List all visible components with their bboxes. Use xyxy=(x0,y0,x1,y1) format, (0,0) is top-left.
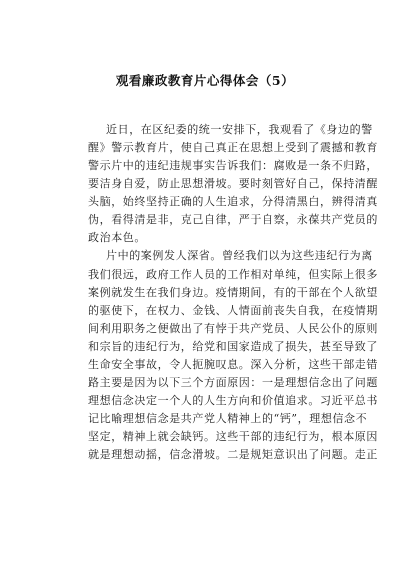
paragraph-line: 案例就发生在我们身边。疫情期间，有的干部在个人欲望 xyxy=(88,286,378,299)
paragraph-line: 醒》警示教育片，使自己真正在思想上受到了震撼和教育 xyxy=(88,141,378,154)
paragraph-line: 理想信念决定一个人的人生方向和价值追求。习近平总书 xyxy=(88,394,378,407)
paragraph-line: 间利用职务之便做出了有悖于共产党员、人民公仆的原则 xyxy=(88,322,378,335)
paragraph-line: 警示片中的违纪违规事实告诉我们：腐败是一条不归路， xyxy=(88,159,378,172)
paragraph-line: 我们很远，政府工作人员的工作相对单纯，但实际上很多 xyxy=(88,268,378,281)
paragraph-line: 伪，看得清是非，克己自律，严于自察，永葆共产党员的 xyxy=(88,213,378,226)
paragraph-line: 记比喻理想信念是共产党人精神上的“钙”，理想信念不 xyxy=(88,412,368,425)
paragraph-line: 片中的案例发人深省。曾经我们以为这些违纪行为离 xyxy=(106,249,373,262)
paragraph-line: 生命安全事故，令人扼腕叹息。深入分析，这些干部走错 xyxy=(88,358,378,371)
paragraph-line: 和宗旨的违纪行为，给党和国家造成了损失，甚至导致了 xyxy=(88,340,378,353)
paragraph-line: 的驱使下，在权力、金钱、人情面前丧失自我，在疫情期 xyxy=(88,304,378,317)
paragraph-line: 头脑，始终坚持正确的人生追求，分得清黑白，辨得清真 xyxy=(88,195,378,208)
document-title: 观看廉政教育片心得体会（5） xyxy=(115,73,295,88)
paragraph-line: 近日，在区纪委的统一安排下，我观看了《身边的警 xyxy=(106,123,373,136)
paragraph-line: 政治本色。 xyxy=(88,231,146,244)
paragraph-line: 坚定，精神上就会缺钙。这些干部的违纪行为，根本原因 xyxy=(88,430,378,443)
paragraph-line: 就是理想动摇，信念滑坡。二是规矩意识出了问题。走正 xyxy=(88,448,378,461)
paragraph-line: 要洁身自爱，防止思想滑坡。要时刻管好自己，保持清醒 xyxy=(88,177,378,190)
paragraph-line: 路主要是因为以下三个方面原因：一是理想信念出了问题 xyxy=(88,376,378,389)
